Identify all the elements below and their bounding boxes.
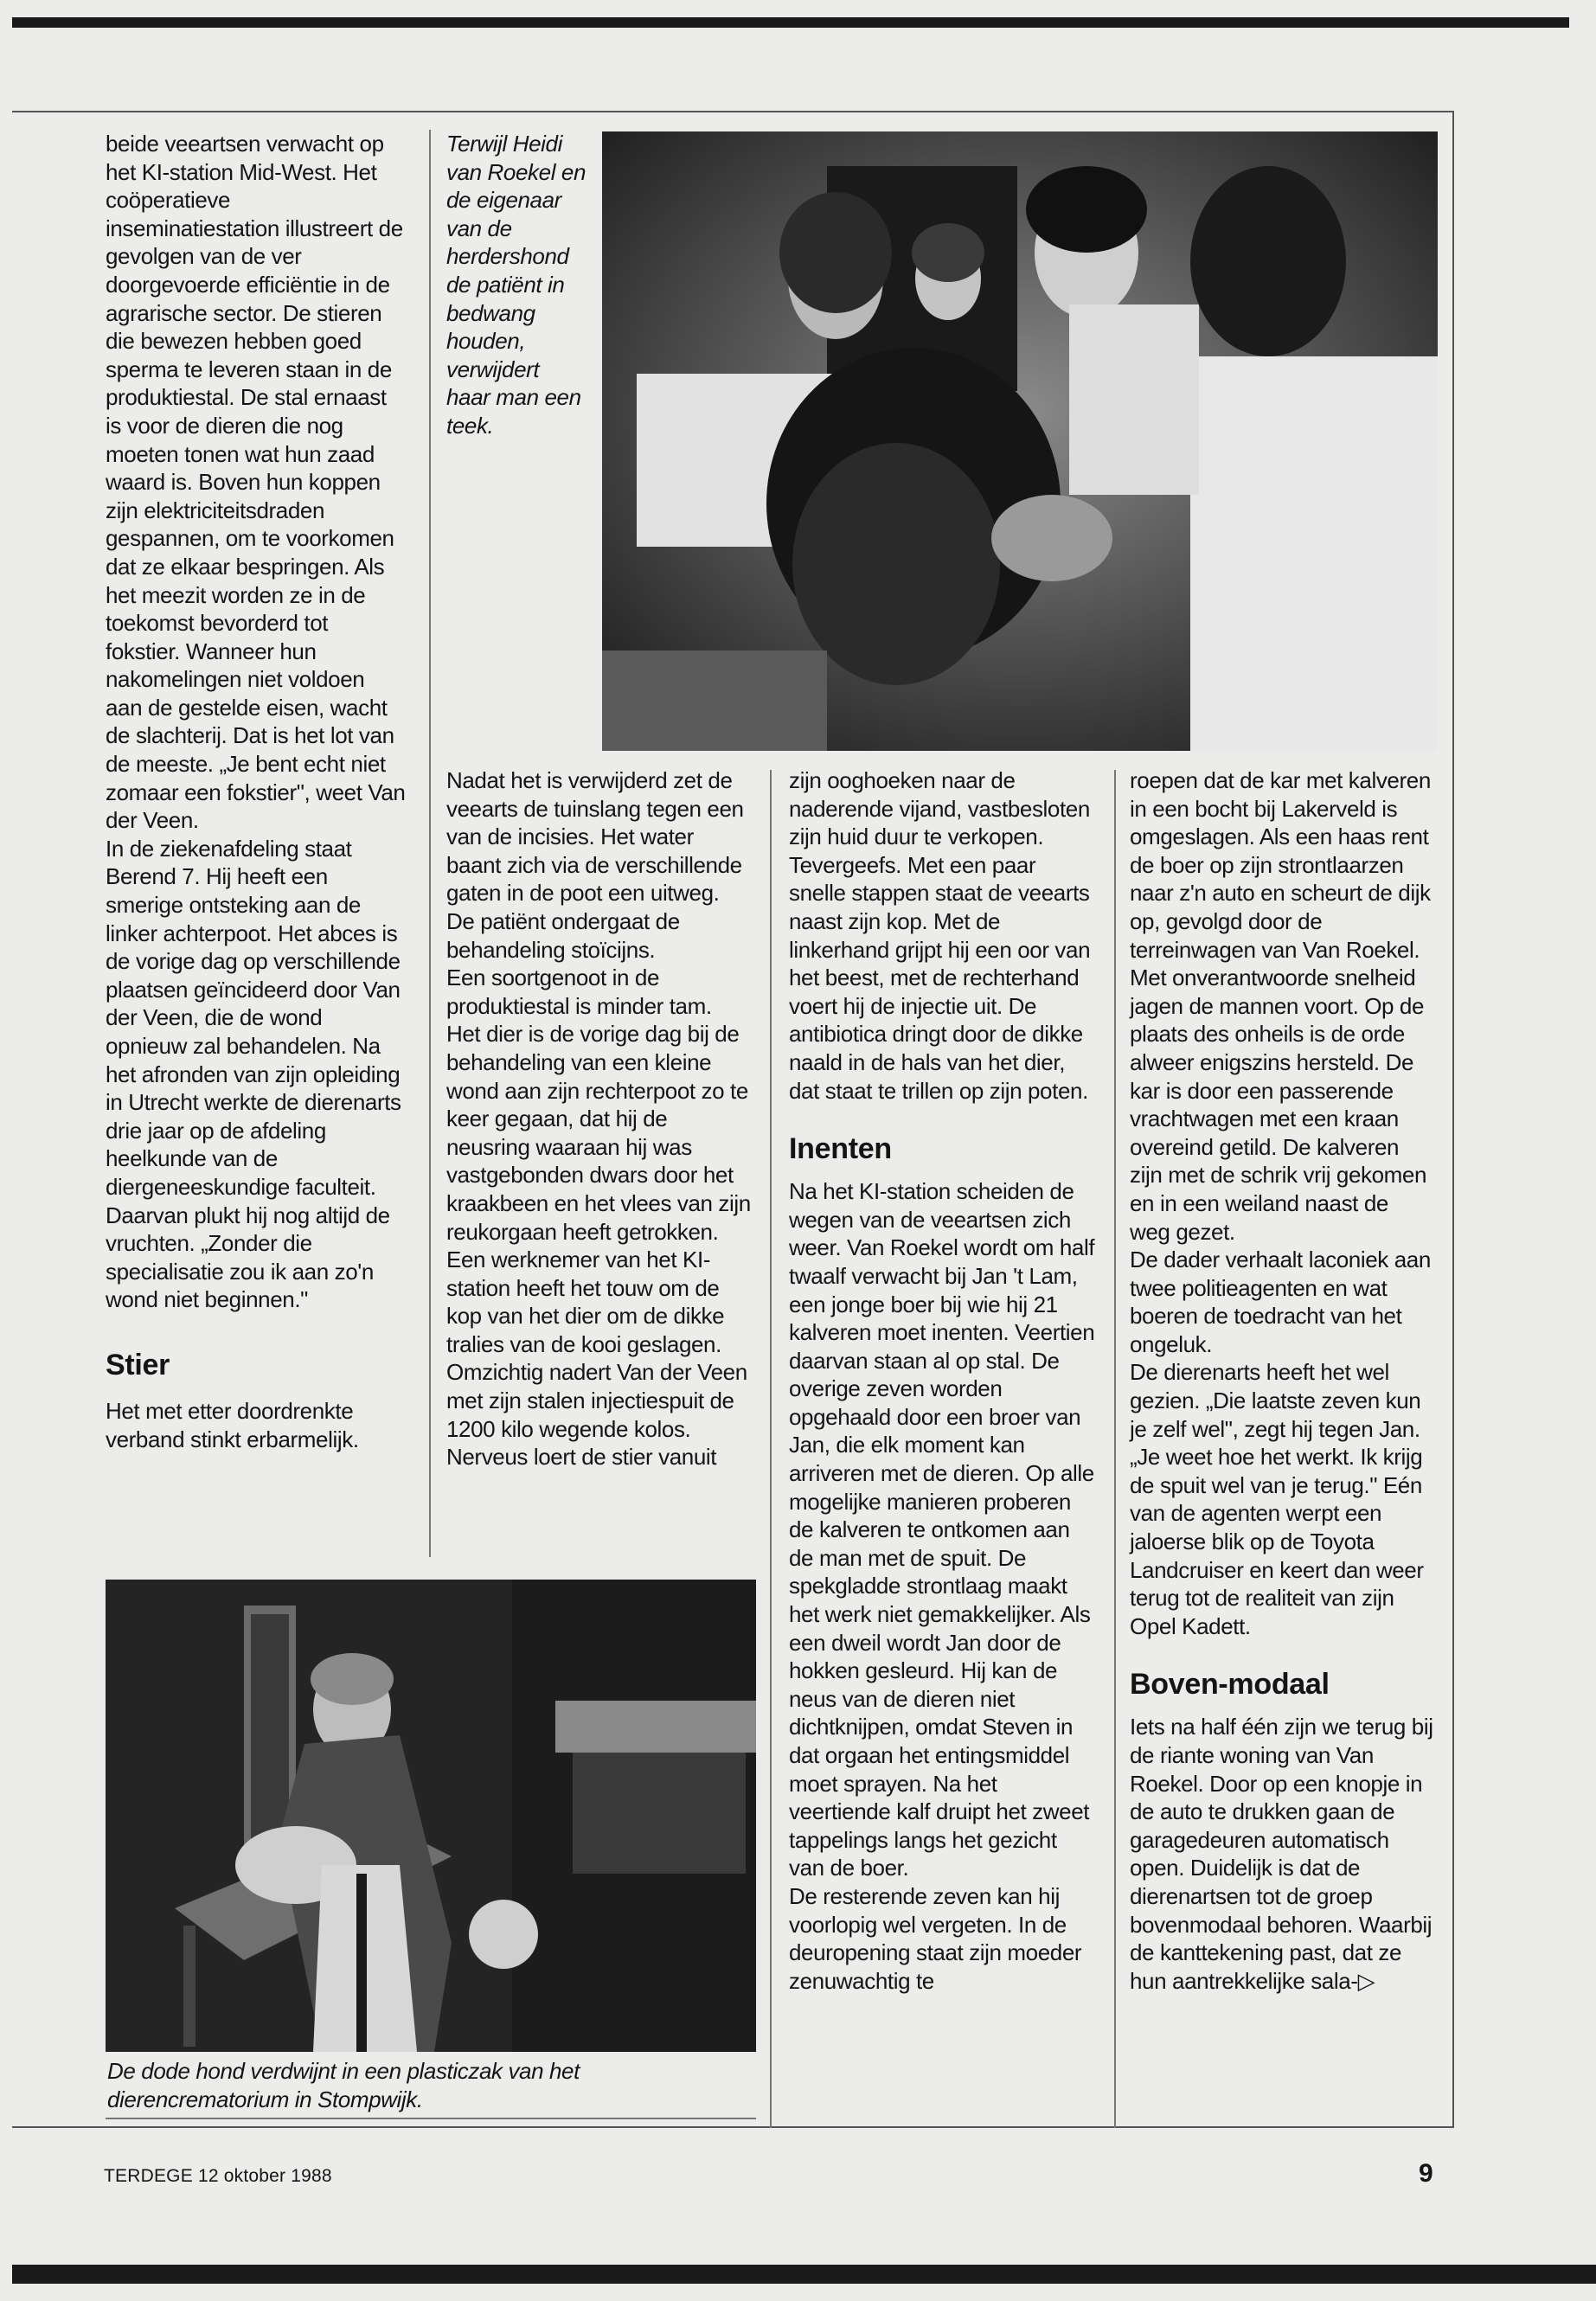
column-1	[106, 130, 407, 1453]
column-4	[1130, 766, 1434, 1995]
photo-caption-top: Terwijl Heidi van Roekel en de eigenaar van de herdershond de patiënt in bedwang houden, verwijdert haar man een teek.	[446, 131, 586, 439]
column-rule-2	[770, 770, 772, 2128]
photo-dog-in-plastic-bag	[106, 1580, 756, 2052]
photo-dog-in-plastic-bag-image	[106, 1580, 756, 2052]
column-4-paragraph-3: De dader verhaalt laconiek aan twee politieagenten en wat boeren de toedracht van het ongeluk.	[1130, 1247, 1431, 1357]
frame-top-rule	[12, 111, 1452, 112]
photo-caption-bottom: De dode hond verdwijnt in een plasticzak van het dierencrematorium in Stompwijk.	[107, 2058, 580, 2112]
frame-right-rule	[1452, 111, 1454, 2126]
frame-bottom-rule	[12, 2126, 1454, 2128]
column-4-paragraph-1: roepen dat de kar met kalveren in een bocht bij Lakerveld is omgeslagen. Als een haas rent de boer op zijn strontlaarzen naar z'n auto en scheurt de dijk op, gevolgd door de terreinwagen van Van Roekel.	[1130, 767, 1431, 963]
photo-vets-treating-dog	[602, 131, 1438, 751]
column-1-paragraph-3: Het met etter doordrenkte verband stinkt erbarmelijk.	[106, 1397, 359, 1452]
column-4-paragraph-5	[1130, 1713, 1434, 1995]
column-3-paragraph-3: De resterende zeven kan hij voorlopig wel vergeten. In de deuropening staat zijn moeder zenuwachtig te	[789, 1882, 1082, 1994]
column-4-paragraph-5-text: Iets na half één zijn we terug bij de riante woning van Van Roekel. Door op een knopje in de auto te drukken gaan de garagedeuren automatisch open. Duidelijk is dat de dierenartsen tot de groep bovenmodaal behoren. Waarbij de kanttekening past, dat ze hun aantrekkelijke sala-	[1130, 1714, 1433, 1994]
column-4-paragraph-2: Met onverantwoorde snelheid jagen de mannen voort. Op de plaats des onheils is de orde alweer enigszins hersteld. De kar is door een passerende vrachtwagen met een kraan overeind getild. De kalveren zijn met de schrik vrij gekomen en in een weiland naast de weg gezet.	[1130, 965, 1427, 1245]
caption-rule-bottom	[106, 2118, 756, 2119]
column-3-paragraph-1: zijn ooghoeken naar de naderende vijand, vastbesloten zijn huid duur te verkopen. Tevergeefs. Met een paar snelle stappen staat de veearts naast zijn kop. Met de linkerhand grijpt hij een oor van het beest, met de rechterhand voert hij de injectie uit. De antibiotica dringt door de dikke naald in de hals van het dier, dat staat te trillen op zijn poten.	[789, 767, 1091, 1104]
top-rule	[12, 17, 1569, 28]
photo-vets-treating-dog-image	[602, 131, 1438, 751]
column-2-paragraph-2: Een soortgenoot in de produktiestal is minder tam. Het dier is de vorige dag bij de behandeling van een kleine wond aan zijn rechterpoot zo te keer gegaan, dat hij de neusring waaraan hij was vastgebonden dwars door het kraakbeen en het vlees van zijn reukorgaan heeft getrokken. Een werknemer van het KI-station heeft het touw om de kop van het dier om de dikke tralies van de kooi geslagen. Omzichtig nadert Van der Veen met zijn stalen injectiespuit de 1200 kilo wegende kolos. Nerveus loert de stier vanuit	[446, 965, 751, 1471]
footer-publication: TERDEGE 12 oktober 1988	[104, 2166, 332, 2186]
page-number: 9	[1419, 2159, 1433, 2188]
column-rule-1	[429, 130, 431, 1557]
section-heading-stier: Stier	[106, 1348, 170, 1381]
column-2-paragraph-1: Nadat het is verwijderd zet de veearts de tuinslang tegen een van de incisies. Het water baant zich via de verschillende gaten in de poot een uitweg. De patiënt ondergaat de behandeling stoïcijns.	[446, 767, 744, 963]
column-1-paragraph-1: beide veeartsen verwacht op het KI-station Mid-West. Het coöperatieve inseminatiestation illustreert de gevolgen van de ver doorgevoerde efficiëntie in de agrarische sector. De stieren die bewezen hebben goed sperma te leveren staan in de produktiestal. De stal ernaast is voor de dieren die nog moeten tonen wat hun zaad waard is. Boven hun koppen zijn elektriciteitsdraden gespannen, om te voorkomen dat ze elkaar bespringen. Als het meezit worden ze in de toekomst bevorderd tot fokstier. Wanneer hun nakomelingen niet voldoen aan de gestelde eisen, wacht de slachterij. Dat is het lot van de meeste. „Je bent echt niet zomaar een fokstier", weet Van der Veen.	[106, 131, 406, 834]
bottom-rule	[12, 2265, 1596, 2284]
column-rule-3	[1114, 770, 1116, 2128]
continue-arrow-icon: ▷	[1357, 1967, 1375, 1994]
column-2	[446, 766, 751, 1471]
column-3-paragraph-2: Na het KI-station scheiden de wegen van de veeartsen zich weer. Van Roekel wordt om half twaalf verwacht bij Jan 't Lam, een jonge boer bij wie hij 21 kalveren moet inenten. Veertien daarvan staan al op stal. De overige zeven worden opgehaald door een broer van Jan, die elk moment kan arriveren met de dieren. Op alle mogelijke manieren proberen de kalveren te ontkomen aan de man met de spuit. De spekgladde strontlaag maakt het werk niet gemakkelijker. Als een dweil wordt Jan door de hokken gesleurd. Hij kan de neus van de dieren niet dichtknijpen, omdat Steven in dat orgaan het entingsmiddel moet sprayen. Na het veertiende kalf druipt het zweet tappelings langs het gezicht van de boer.	[789, 1178, 1095, 1881]
column-4-paragraph-4: De dierenarts heeft het wel gezien. „Die laatste zeven kun je zelf wel", zegt hij tegen Jan. „Je weet hoe het werkt. Ik krijg de spuit wel van je terug." Eén van de agenten werpt een jaloerse blik op de Toyota Landcruiser en keert dan weer terug tot de realiteit van zijn Opel Kadett.	[1130, 1359, 1424, 1639]
section-heading-inenten: Inenten	[789, 1132, 892, 1166]
column-3	[789, 766, 1097, 1995]
column-1-paragraph-2: In de ziekenafdeling staat Berend 7. Hij heeft een smerige ontsteking aan de linker achterpoot. Het abces is de vorige dag op verschillende plaatsen geïncideerd door Van der Veen, die de wond opnieuw zal behandelen. Na het afronden van zijn opleiding in Utrecht werkte de dierenarts drie jaar op de afdeling heelkunde van de diergeneeskundige faculteit. Daarvan plukt hij nog altijd de vruchten. „Zonder die specialisatie zou ik aan zo'n wond niet beginnen."	[106, 835, 401, 1313]
section-heading-boven-modaal: Boven-modaal	[1130, 1668, 1330, 1702]
